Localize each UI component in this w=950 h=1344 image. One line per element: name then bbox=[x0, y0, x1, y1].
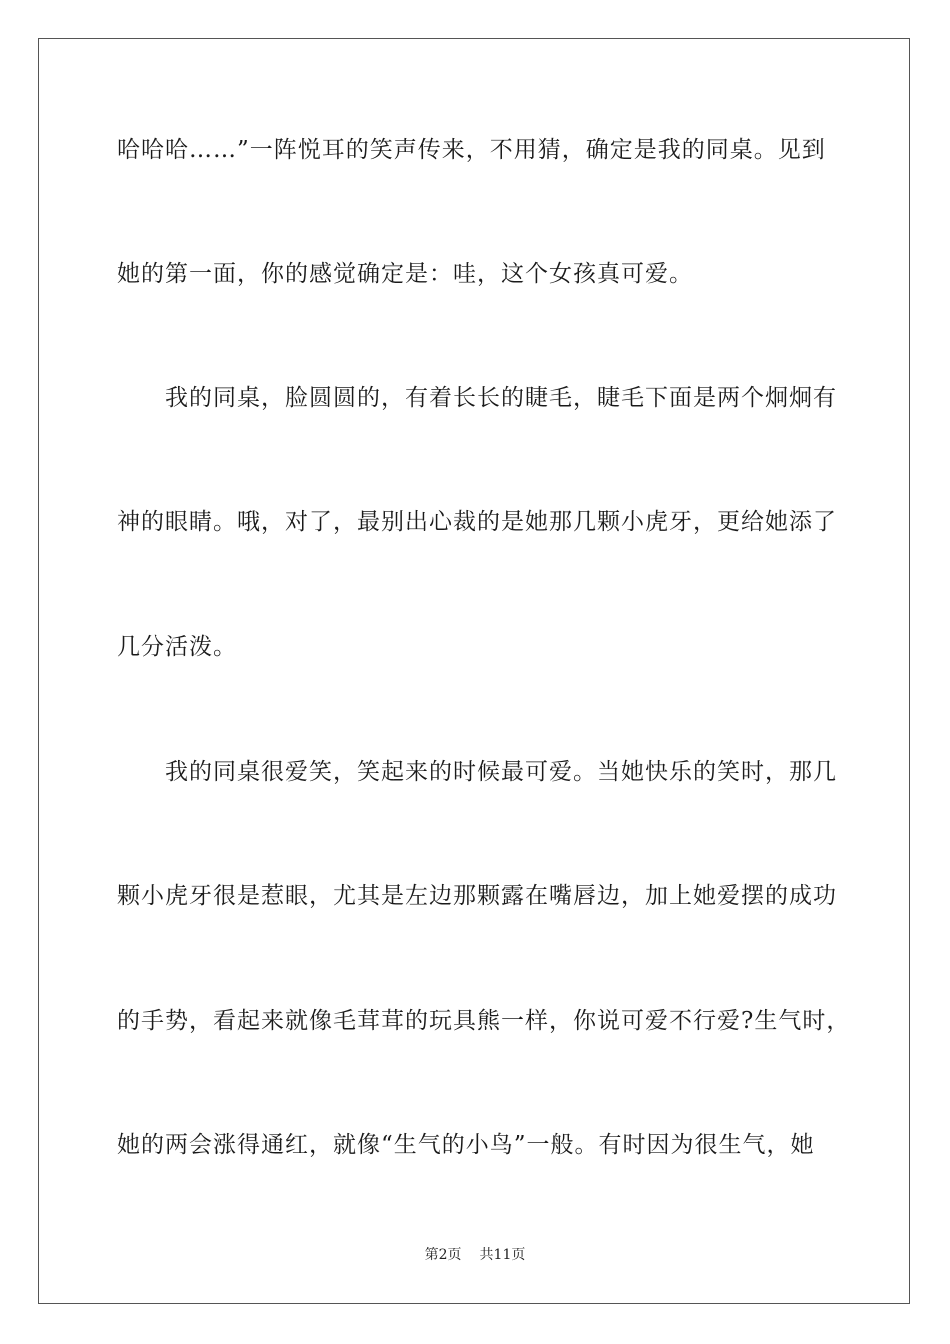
paragraph-line: 她的两会涨得通红，就像“生气的小鸟”一般。有时因为很生气，她 bbox=[117, 1132, 815, 1158]
paragraph-line: 颗小虎牙很是惹眼，尤其是左边那颗露在嘴唇边，加上她爱摆的成功 bbox=[117, 883, 837, 909]
paragraph-line: 哈哈哈……”一阵悦耳的笑声传来，不用猜，确定是我的同桌。见到 bbox=[117, 137, 826, 163]
paragraph-line: 神的眼睛。哦，对了，最别出心裁的是她那几颗小虎牙，更给她添了 bbox=[117, 509, 837, 535]
page-number: 第2页 bbox=[424, 1247, 462, 1263]
paragraph-line: 我的同桌很爱笑，笑起来的时候最可爱。当她快乐的笑时，那几 bbox=[165, 759, 837, 785]
paragraph-line: 的手势，看起来就像毛茸茸的玩具熊一样，你说可爱不行爱?生气时， bbox=[117, 1008, 851, 1034]
page-footer bbox=[0, 1246, 950, 1264]
paragraph-line: 几分活泼。 bbox=[117, 634, 237, 660]
paragraph-line: 她的第一面，你的感觉确定是：哇，这个女孩真可爱。 bbox=[117, 261, 693, 287]
paragraph-line: 我的同桌，脸圆圆的，有着长长的睫毛，睫毛下面是两个炯炯有 bbox=[165, 385, 837, 411]
page-total: 共11页 bbox=[479, 1247, 526, 1263]
page-border bbox=[38, 38, 910, 1304]
